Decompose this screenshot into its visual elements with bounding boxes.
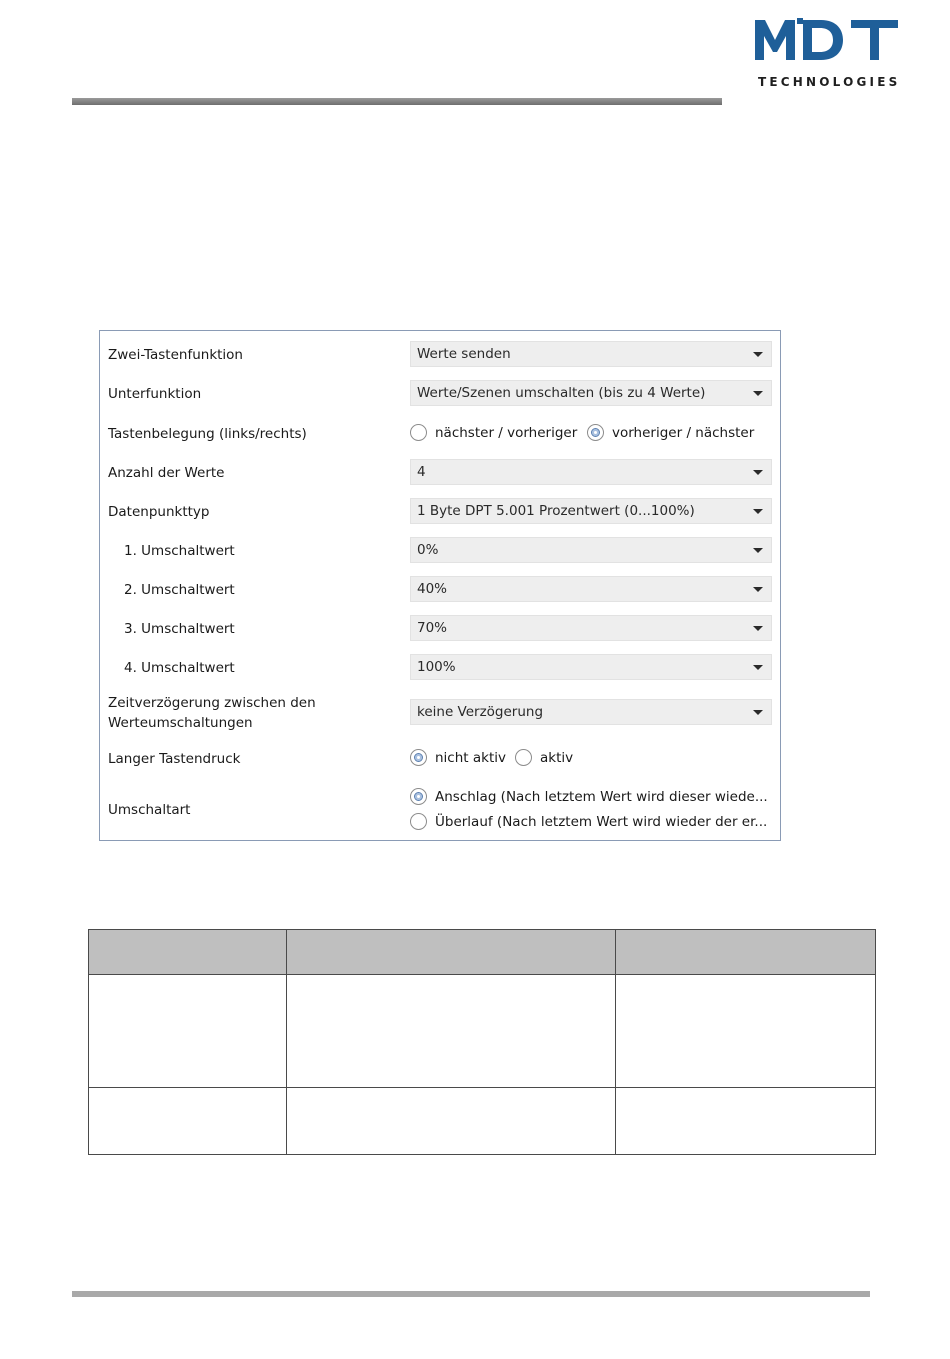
- unterfunktion-select[interactable]: [410, 380, 772, 406]
- chevron-down-icon: [753, 470, 763, 475]
- radio-circle[interactable]: [410, 813, 427, 830]
- row-label: Zwei-Tastenfunktion: [108, 347, 243, 363]
- row-label: Tastenbelegung (links/rechts): [108, 426, 307, 442]
- radio-circle[interactable]: [410, 424, 427, 441]
- table-cell: [89, 975, 287, 1088]
- chevron-down-icon: [753, 626, 763, 631]
- table-header-cell: [286, 930, 616, 975]
- radio-circle[interactable]: [515, 749, 532, 766]
- row-label: Datenpunkttyp: [108, 504, 210, 520]
- select-value: 100%: [417, 659, 456, 675]
- select-value: 70%: [417, 620, 448, 636]
- row-label: Anzahl der Werte: [108, 465, 225, 481]
- table-cell: [286, 1088, 616, 1155]
- footer-rule: [72, 1291, 870, 1297]
- row-label-line2: Werteumschaltungen: [108, 715, 253, 731]
- row-label: 2. Umschaltwert: [124, 582, 235, 598]
- select-value: 0%: [417, 542, 439, 558]
- table-cell: [616, 1088, 876, 1155]
- select-value: 4: [417, 464, 426, 480]
- table-header-row: [89, 930, 876, 975]
- chevron-down-icon: [753, 391, 763, 396]
- table-header-cell: [616, 930, 876, 975]
- chevron-down-icon: [753, 548, 763, 553]
- radio-ueberlauf[interactable]: [410, 813, 767, 830]
- select-value: 1 Byte DPT 5.001 Prozentwert (0...100%): [417, 503, 695, 519]
- select-value: 40%: [417, 581, 448, 597]
- umschaltwert-2-select[interactable]: [410, 576, 772, 602]
- radio-circle-selected[interactable]: [587, 424, 604, 441]
- radio-label: Anschlag (Nach letztem Wert wird dieser wiede...: [435, 788, 768, 805]
- select-value: keine Verzögerung: [417, 704, 544, 720]
- table-cell: [616, 975, 876, 1088]
- radio-label: vorheriger / nächster: [612, 424, 755, 441]
- radio-label: aktiv: [540, 749, 574, 766]
- table-cell: [286, 975, 616, 1088]
- select-value: Werte/Szenen umschalten (bis zu 4 Werte): [417, 385, 706, 401]
- logo-subtitle: TECHNOLOGIES: [758, 75, 901, 89]
- datenpunkttyp-select[interactable]: [410, 498, 772, 524]
- row-label-line1: Zeitverzögerung zwischen den: [108, 695, 316, 711]
- row-label: 1. Umschaltwert: [124, 543, 235, 559]
- row-label: Unterfunktion: [108, 386, 202, 402]
- radio-circle-selected[interactable]: [410, 788, 427, 805]
- row-label: 3. Umschaltwert: [124, 621, 235, 637]
- chevron-down-icon: [753, 352, 763, 357]
- umschaltwert-1-select[interactable]: [410, 537, 772, 563]
- radio-label: nächster / vorheriger: [435, 424, 578, 441]
- table-row: [89, 1088, 876, 1155]
- table-row: [89, 975, 876, 1088]
- radio-label: Überlauf (Nach letztem Wert wird wieder der er...: [435, 813, 768, 830]
- header-rule: [72, 98, 722, 105]
- zeitverzoegerung-select[interactable]: [410, 699, 772, 725]
- row-label: 4. Umschaltwert: [124, 660, 235, 676]
- parameter-table: [88, 929, 876, 1155]
- table-cell: [89, 1088, 287, 1155]
- row-label: Langer Tastendruck: [108, 751, 241, 767]
- umschaltwert-3-select[interactable]: [410, 615, 772, 641]
- radio-naechster-vorheriger[interactable]: [410, 424, 577, 441]
- radio-vorheriger-naechster[interactable]: [587, 424, 754, 441]
- umschaltwert-4-select[interactable]: [410, 654, 772, 680]
- chevron-down-icon: [753, 509, 763, 514]
- radio-nicht-aktiv[interactable]: [410, 749, 506, 766]
- chevron-down-icon: [753, 587, 763, 592]
- parameter-panel: [99, 330, 781, 841]
- radio-aktiv[interactable]: [515, 749, 573, 766]
- row-label: Umschaltart: [108, 802, 191, 818]
- chevron-down-icon: [753, 665, 763, 670]
- radio-circle-selected[interactable]: [410, 749, 427, 766]
- chevron-down-icon: [753, 710, 763, 715]
- select-value: Werte senden: [417, 346, 511, 362]
- table-header-cell: [89, 930, 287, 975]
- zwei-tastenfunktion-select[interactable]: [410, 341, 772, 367]
- anzahl-der-werte-select[interactable]: [410, 459, 772, 485]
- radio-anschlag[interactable]: [410, 788, 768, 805]
- radio-label: nicht aktiv: [435, 749, 506, 766]
